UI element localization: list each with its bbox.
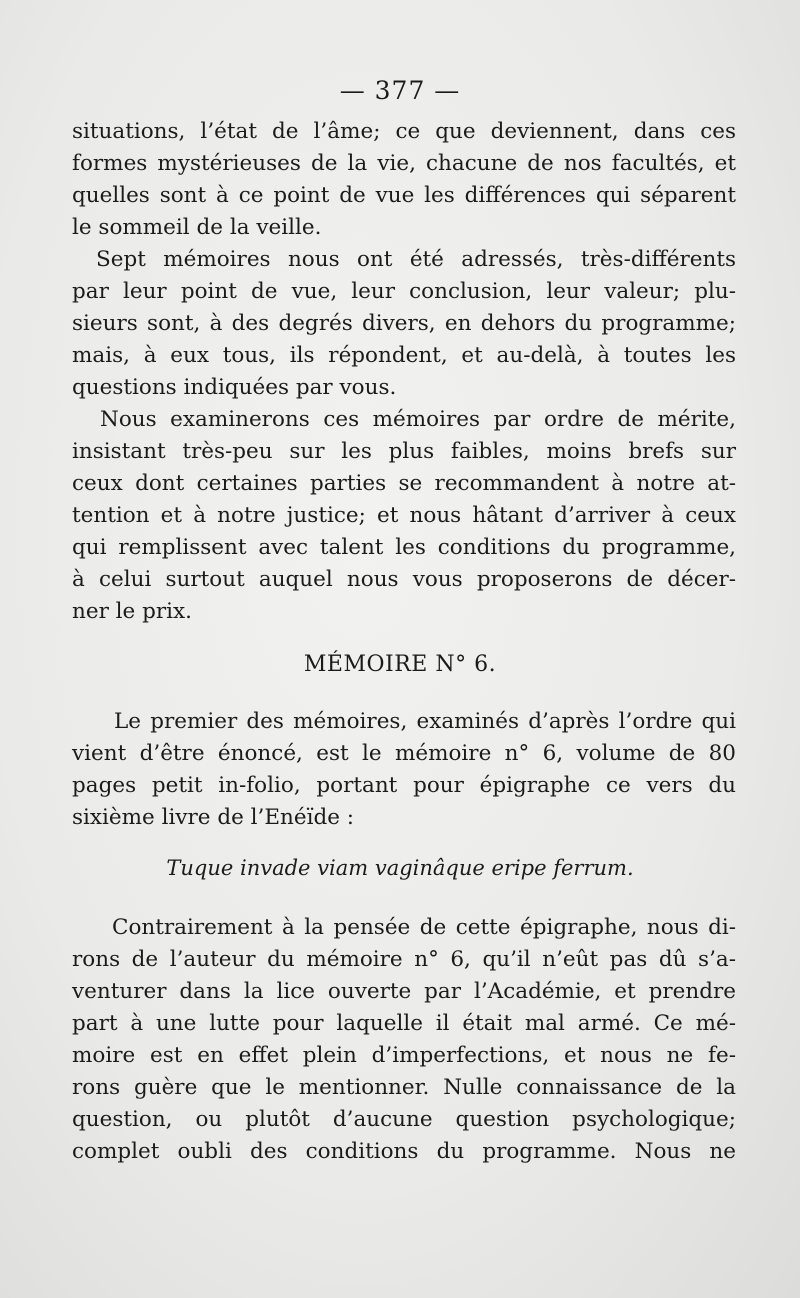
text-line: tention et à notre justice; et nous hâtant d’arriver à ceux [72, 503, 736, 528]
text-line: par leur point de vue, leur conclusion, leur valeur; plu- [72, 279, 736, 304]
text-line: sieurs sont, à des degrés divers, en dehors du programme; [72, 311, 736, 336]
text-line: à celui surtout auquel nous vous proposerons de décer- [72, 567, 736, 592]
paragraph-1 [72, 116, 736, 244]
text-line: sixième livre de l’Enéïde : [72, 805, 355, 830]
text-line: vient d’être énoncé, est le mémoire n° 6, volume de 80 [72, 741, 736, 766]
text-line: venturer dans la lice ouverte par l’Académie, et prendre [72, 979, 736, 1004]
text-line: ner le prix. [72, 599, 192, 624]
text-line: situations, l’état de l’âme; ce que deviennent, dans ces [72, 119, 736, 144]
text-line: complet oubli des conditions du programme. Nous ne [72, 1139, 736, 1164]
text-line: le sommeil de la veille. [72, 215, 322, 240]
paragraph-2 [72, 244, 736, 404]
text-line: Contrairement à la pensée de cette épigraphe, nous di- [112, 915, 736, 940]
text-line: rons de l’auteur du mémoire n° 6, qu’il n’eût pas dû s’a- [72, 947, 736, 972]
paragraph-5 [72, 912, 736, 1168]
text-line: pages petit in-folio, portant pour épigraphe ce vers du [72, 773, 736, 798]
text-line: questions indiquées par vous. [72, 375, 397, 400]
text-line: rons guère que le mentionner. Nulle connaissance de la [72, 1075, 736, 1100]
text-line: Le premier des mémoires, examinés d’après l’ordre qui [114, 709, 736, 734]
page-number: — 377 — [339, 76, 461, 105]
text-line: insistant très-peu sur les plus faibles, moins brefs sur [72, 439, 736, 464]
text-line: quelles sont à ce point de vue les différences qui séparent [72, 183, 736, 208]
text-line: Nous examinerons ces mémoires par ordre de mérite, [100, 407, 736, 432]
text-line: mais, à eux tous, ils répondent, et au-delà, à toutes les [72, 343, 736, 368]
text-line: ceux dont certaines parties se recommandent à notre at- [72, 471, 736, 496]
text-line: question, ou plutôt d’aucune question psychologique; [72, 1107, 736, 1132]
text-line: formes mystérieuses de la vie, chacune de nos facultés, et [72, 151, 736, 176]
text-line: qui remplissent avec talent les conditions du programme, [72, 535, 736, 560]
text-line: Sept mémoires nous ont été adressés, très-différents [96, 247, 736, 272]
paragraph-4 [72, 706, 736, 834]
epigraph-quote: Tuque invade viam vaginâque eripe ferrum. [166, 856, 634, 880]
paragraph-3 [72, 404, 736, 628]
text-line: part à une lutte pour laquelle il était mal armé. Ce mé- [72, 1011, 736, 1036]
text-line: moire est en effet plein d’imperfections, et nous ne fe- [72, 1043, 736, 1068]
section-heading: MÉMOIRE N° 6. [303, 652, 497, 677]
